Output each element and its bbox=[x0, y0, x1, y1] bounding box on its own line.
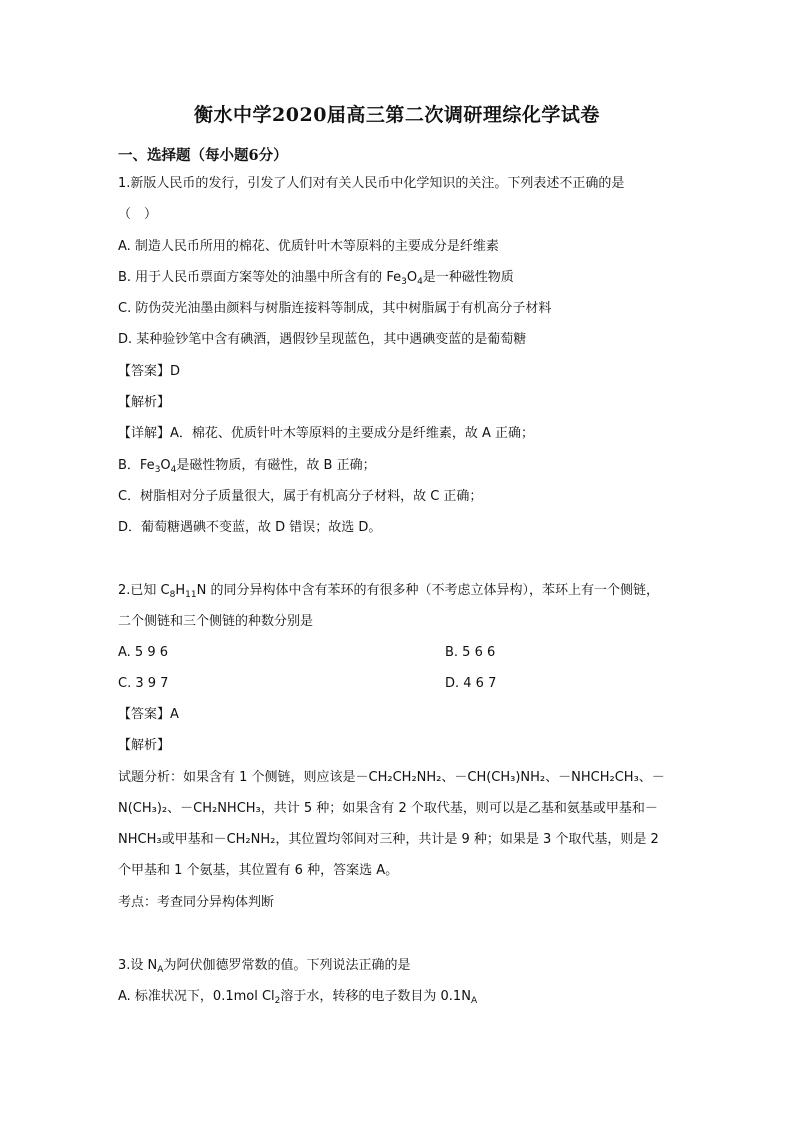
q2-option-a: A. 5 9 6 bbox=[118, 645, 169, 660]
q1-option-a: A. 制造人民币所用的棉花、优质针叶木等原料的主要成分是纤维素 bbox=[118, 239, 499, 254]
q2-analysis-label: 【解析】 bbox=[118, 738, 171, 753]
q2-stem-line1: 2.已知 $C_8H_{11}N$ 的同分异构体中含有苯环的有很多种（不考虑立体异构），苯环上有一个侧链， bbox=[118, 583, 659, 600]
q2-kaodian: 考点：考查同分异构体判断 bbox=[118, 895, 275, 910]
q1-option-c: C. 防伪荧光油墨由颜料与树脂连接料等制成，其中树脂属于有机高分子材料 bbox=[118, 301, 552, 316]
q1-detail-4: D．葡萄糖遇碘不变蓝，故 D 错误；故选 D。 bbox=[118, 520, 382, 535]
q1-analysis-label: 【解析】 bbox=[118, 395, 171, 410]
document-title: 衡水中学2020届高三第二次调研理综化学试卷 bbox=[194, 104, 600, 126]
q2-analysis-1: 试题分析：如果含有 1 个侧链，则应该是－CH₂CH₂NH₂、－CH(CH₃)NH₂、－NHCH₂CH₃、－ bbox=[118, 770, 665, 785]
section-heading: 一、选择题（每小题6分） bbox=[118, 147, 288, 164]
q2-analysis-2: N(CH₃)₂、－CH₂NHCH₃，共计 5 种；如果含有 2 个取代基，则可以是乙基和氨基或甲基和－ bbox=[118, 801, 658, 816]
q3-stem: 3.设 $N_A$为阿伏伽德罗常数的值。下列说法正确的是 bbox=[118, 958, 411, 975]
q2-answer: 【答案】A bbox=[118, 707, 179, 722]
q2-analysis-4: 个甲基和 1 个氨基，其位置有 6 种，答案选 A。 bbox=[118, 863, 399, 878]
q1-option-d: D. 某种验钞笔中含有碘酒，遇假钞呈现蓝色，其中遇碘变蓝的是葡萄糖 bbox=[118, 332, 527, 347]
q1-option-b: B. 用于人民币票面方案等处的油墨中所含有的 $Fe_3O_4$是一种磁性物质 bbox=[118, 270, 514, 287]
q1-detail-2: B．$Fe_3O_4$是磁性物质，有磁性，故 B 正确； bbox=[118, 458, 376, 475]
q1-detail-3: C．树脂相对分子质量很大，属于有机高分子材料，故 C 正确； bbox=[118, 489, 483, 504]
q1-answer: 【答案】D bbox=[118, 364, 181, 379]
q2-stem-line2: 二个侧链和三个侧链的种数分别是 bbox=[118, 614, 314, 629]
q1-stem-line2: （ ） bbox=[118, 207, 158, 222]
q1-detail-1: 【详解】A．棉花、优质针叶木等原料的主要成分是纤维素，故 A 正确； bbox=[118, 426, 535, 441]
q2-analysis-3: NHCH₃或甲基和－CH₂NH₂，其位置均邻间对三种，共计是 9 种；如果是 3 个取代基，则是 2 bbox=[118, 832, 659, 847]
q2-option-d: D. 4 6 7 bbox=[445, 676, 497, 691]
q1-stem-line1: 1.新版人民币的发行，引发了人们对有关人民币中化学知识的关注。下列表述不正确的是 bbox=[118, 176, 625, 191]
q2-option-b: B. 5 6 6 bbox=[445, 645, 496, 660]
q2-option-c: C. 3 9 7 bbox=[118, 676, 169, 691]
q3-option-a: A. 标准状况下，0.1mol $Cl_2$溶于水，转移的电子数目为 $0.1N_A$ bbox=[118, 989, 478, 1006]
